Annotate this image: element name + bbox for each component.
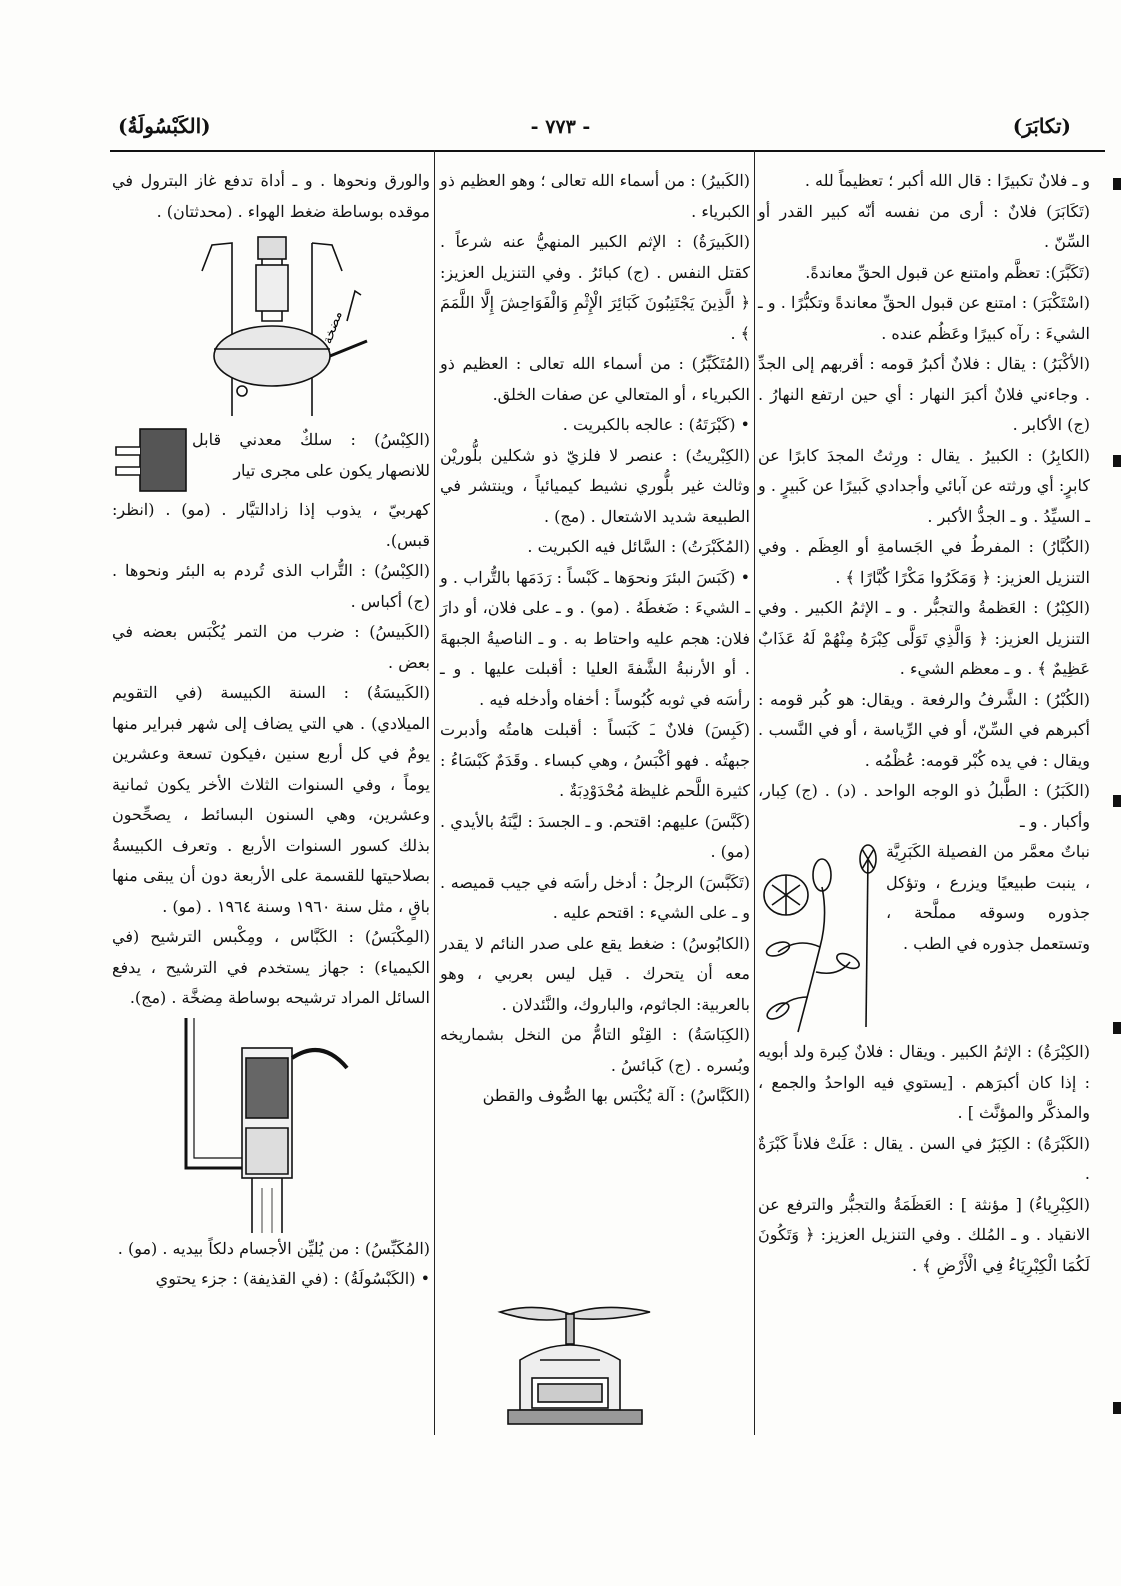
entry: (الكِبَاسَةُ) : القِنْو التامُّ من النخل بشماريخه وبُسره . (ج) كَبائسُ . [440, 1025, 750, 1075]
fuse-illustration [112, 425, 192, 495]
entry: (المُكَبِّسُ) : من يُليِّن الأجسام دلكاً بيديه . (مو) . [117, 1238, 430, 1258]
header-right-word: (تكابَرَ) [1012, 114, 1071, 138]
entry: و ـ فلانٌ تكبيرًا : قال الله أكبر ؛ تعظيماً لله . [804, 171, 1090, 190]
entry: (الكِبْسُ) : التُّراب الذى تُردم به البئر ونحوها . (ج) أكباس . [112, 561, 430, 611]
pump-label: مضخة [320, 309, 346, 346]
entry: (كَبِسَ) فلانٌ ـَ كَبَساً : أقبلت هامتُه وأدبرت جبهتُه . فهو أكْبَسُ ، وهي كبساء . وقَدَمٌ كَبْسَاءُ : كثيرة اللَّحم غليظة مُحْدَوْدِبَةٌ . [440, 720, 750, 800]
page-header [0, 114, 1121, 144]
entry: • (كَبْرَتَهُ) : عالجه بالكبريت . [562, 415, 750, 434]
entry: (تَكَابَرَ) فلانٌ : أرى من نفسه أنّه كبير القدر أو السِّنّ . [758, 201, 1090, 251]
filter-press-icon [172, 1018, 372, 1233]
entry: والورق ونحوها . و ـ أداة تدفع غاز البترول في موقده بوساطة ضغط الهواء . (محدثتان) . [112, 171, 430, 221]
entry: نباتٌ معمَّر من الفصيلة الكَبَرِيَّة ، ينبت طبيعيًا ويزرع ، وتؤكل جذوره وسوقه مملَّحة ، وتستعمل جذوره في الطب . [886, 842, 1090, 953]
entry: كهربيّ ، يذوب إذا زادالتيَّار . (مو) . (انظر: قبس). [112, 500, 430, 550]
entry: (تَكَبَّسَ) الرجلُ : أدخل رأسَه في جيب قميصه . و ـ على الشيء : اقتحم عليه . [440, 872, 750, 922]
entry: (الكَبيرَةُ) : الإثم الكبير المنهيُّ عنه شرعاً . كقتل النفس . (ج) كبائرُ . وفي التنزيل العزيز: ﴿ الَّذِينَ يَجْتَنِبُونَ كَبَائِرَ الْإِثْمِ وَالْفَوَاحِشَ إِلَّا اللَّمَمَ ﴾ . [440, 232, 750, 343]
entry: (الكَبْرَةُ) : الكِبَرُ في السن . يقال : عَلَتْ فلاناً كَبْرَةٌ . [758, 1133, 1090, 1183]
margin-mark [1113, 1022, 1121, 1034]
entry: • (كَبَسَ البئرَ ونحوَها ـ كَبْساً : رَدَمَها بالتُّراب . و ـ الشيءَ : ضَغطَهُ . (مو) . و ـ على فلان، أو دارَ فلان: هجم عليه واحتاط به . و ـ الناصيةُ الجبهةَ . أو الأرنبةُ الشَّفةَ العليا : أقبلت عليها . و ـ رأسَه في ثوبه كُبُوساً : أخفاه وأدخله فيه . [440, 567, 750, 709]
page-number: - ٧٧٣ - [530, 116, 591, 138]
primus-stove-block [112, 227, 430, 425]
press-icon [490, 1300, 660, 1430]
filter-press-block [112, 1014, 430, 1234]
caper-block [758, 837, 1090, 1037]
column-divider-right [754, 150, 755, 1435]
entry: (تَكَبَّرَ): تعظَّم وامتنع عن قبول الحقِّ معاندةً. [805, 262, 1090, 282]
caper-plant-illustration [758, 837, 886, 1037]
entry: (الكِبْرُ) : العَظمةُ والتجبُّر . و ـ الإثمُ الكبير . وفي التنزيل العزيز: ﴿ وَالَّذِي تَوَلَّى كِبْرَهُ مِنْهُمْ لَهُ عَذَابٌ عَظِيمٌ ﴾ . و ـ معظم الشيء . [758, 598, 1090, 678]
header-rule [110, 150, 1105, 152]
column-right [758, 166, 1090, 1281]
fuse-icon [112, 425, 192, 495]
margin-mark [1113, 178, 1121, 190]
entry: (كَبَّسَ) عليهم: اقتحم. و ـ الجسدَ : ليَّنَهُ بالأيدي . (مو) . [440, 811, 750, 861]
entry: (الأكْبَرُ) : يقال : فلانٌ أكبرُ قومه : أقربهم إلى الجدِّ . وجاءني فلانٌ أكبرَ النهار : أي حين ارتفع النهارُ . (ج) الأكابر . [758, 354, 1090, 434]
press-illustration [490, 1300, 660, 1430]
margin-mark [1113, 795, 1121, 807]
primus-stove-icon [172, 231, 372, 421]
entry: (الكَبيسُ) : ضرب من التمر يُكْبَس بعضه في بعض . [112, 622, 430, 672]
entry: (الكِبْرِياءُ) [ مؤنثة ] : العَظَمَةُ والتجبُّر والترفع عن الانقياد . و ـ المُلك . وفي التنزيل العزيز: ﴿ وَتَكُونَ لَكُمَا الْكِبْرِيَاءُ فِي الْأَرْضِ ﴾ . [758, 1194, 1090, 1275]
column-left [112, 166, 430, 1295]
entry: (الكِبْسُ) : سلكٌ معدني قابل للانصهار يكون على مجرى تيار [192, 430, 430, 480]
entry: (الكابِرُ) : الكبيرُ . يقال : ورِثتُ المجدَ كابرًا عن كابرٍ: أي ورثته عن آبائي وأجدادي كَبيرًا عن كَبيرٍ . و ـ السيِّدُ . و ـ الجدُّ الأكبر . [758, 445, 1090, 526]
entry: (الكِبْريتُ) : عنصر لا فلزيّ ذو شكلين بلُّوريْن وثالث غير بلُّوري نشيط كيميائياً ، وينتشر في الطبيعة شديد الاشتعال . (مج) . [440, 445, 750, 526]
entry: (الكُبْرُ) : الشَّرفُ والرفعة . ويقال: هو كُبر قومه : أكبرهم في السِّنّ، أو في الرِّياسة ، أو في النَّسب . ويقال : في يده كُبْر قومه: عُظْمُه . [758, 689, 1090, 770]
entry: (المِكْبَسُ) : الكَبَّاس ، ومِكْبس الترشيح (في الكيمياء) : جهاز يستخدم في الترشيح ، يدفع السائل المراد ترشيحه بوساطة مِضخَّة . (مج). [112, 927, 430, 1007]
entry: (الكِبْرَةُ) : الإثمُ الكبير . ويقال : فلانٌ كِبرة ولد أبويه : إذا كان أكبرَهم . [يستوي فيه الواحدُ والجمع ، والمذكَّر والمؤنَّث ] . [758, 1042, 1090, 1122]
entry: (الكابُوسُ) : ضغط يقع على صدر النائم لا يقدر معه أن يتحرك . قيل ليس بعربي ، وهو بالعربية: الجاثوم، والباروك، والنَّئدلان . [440, 933, 750, 1014]
entry: (الكَبيرُ) : من أسماء الله تعالى ؛ وهو العظيم ذو الكبرياء . [440, 171, 750, 221]
entry: (المُكَبْرَتُ) : السَّائل فيه الكبريت . [527, 537, 750, 556]
margin-mark [1113, 1402, 1121, 1414]
entry: (المُتَكَبِّرُ) : من أسماء الله تعالى : العظيم ذو الكبرياء ، أو المتعالي عن صفات الخلق. [440, 354, 750, 404]
entry: (الكَبيسَةُ) : السنة الكبيسة (في التقويم الميلادي) . هي التي يضاف إلى شهر فبراير منها يومٌ في كل أربع سنين ،فيكون تسعة وعشرين يوماً ، وفي السنوات الثلاث الأخر يكون ثمانية وعشرين، وهي السنون البسائط ، يصحِّحون بذلك كسور السنوات الأربع . وتعرف الكبيسةُ بصلاحيتها للقسمة على الأربعة دون أن يبقى منها باقٍ ، مثل سنة ١٩٦٠ وسنة ١٩٦٤ . (مو) . [112, 683, 430, 916]
column-divider-left [434, 150, 435, 1435]
fuse-block [112, 425, 430, 495]
caper-plant-icon [758, 837, 886, 1037]
entry: • (الكَبْسُولَةُ) : (في القذيفة) : جزء يحتوي [155, 1269, 430, 1288]
margin-mark [1113, 455, 1121, 467]
entry: (الكَبَّاسُ) : آلة يُكْبَس بها الصُّوف والقطن [482, 1086, 750, 1105]
column-middle [440, 166, 750, 1112]
entry: (اسْتَكْبَرَ) : امتنع عن قبول الحقِّ معاندةً وتكبُّرًا . و ـ الشيءَ : رآه كبيرًا وعَظُم عنده . [758, 293, 1090, 343]
header-left-word: (الكَبْسُولَةُ) [118, 114, 211, 138]
entry: (الكَبَرُ) : الطَّبلُ ذو الوجه الواحد . (د) . (ج) كِبار، وأكبار . و ـ [758, 781, 1090, 831]
entry: (الكُبَّارُ) : المفرطُ في الجَسامةِ أو العِظَم . وفي التنزيل العزيز: ﴿ وَمَكَرُوا مَكْرًا كُبَّارًا ﴾ . [758, 537, 1090, 587]
